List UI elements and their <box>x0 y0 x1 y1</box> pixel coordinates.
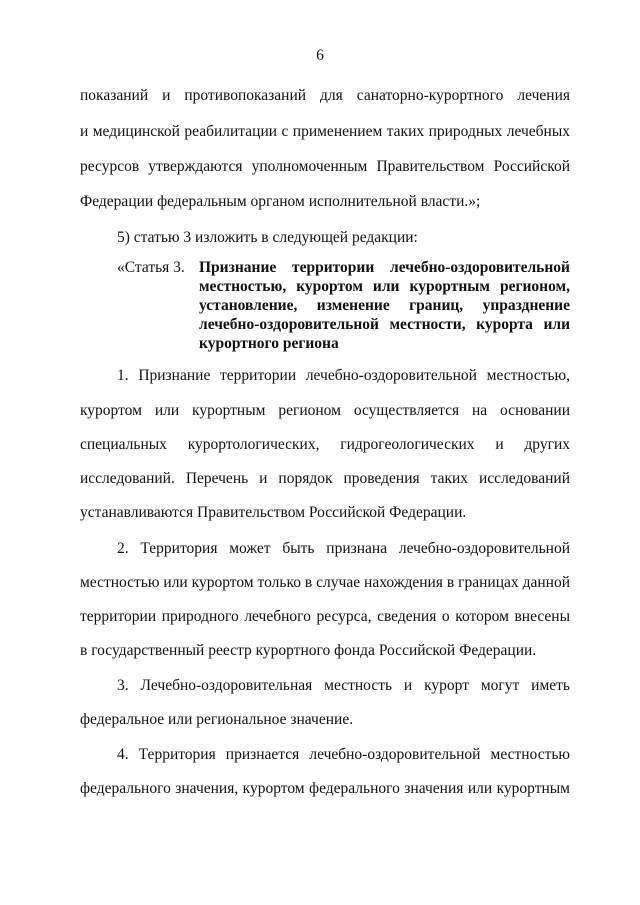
article-label: «Статья 3. <box>117 259 185 276</box>
paragraph-3-line: федеральное или региональное значение. <box>80 711 354 728</box>
paragraph-1-line: курортом или курортным регионом осуществляется на основании <box>80 402 570 419</box>
paragraph-1-line: специальных курортологических, гидрогеологических и других <box>80 436 570 453</box>
amendment-instruction: 5) статью 3 изложить в следующей редакции: <box>117 229 418 246</box>
article-heading-line: установление, изменение границ, упразднение <box>199 297 570 314</box>
paragraph-3-line: 3. Лечебно-оздоровительная местность и курорт могут иметь <box>117 677 570 694</box>
paragraph-2-line: территории природного лечебного ресурса, сведения о котором внесены <box>80 608 570 625</box>
article-heading-line: Признание территории лечебно-оздоровительной <box>199 259 570 276</box>
text-line: Федерации федеральным органом исполнительной власти.»; <box>80 193 481 210</box>
paragraph-1-line: исследований. Перечень и порядок проведения таких исследований <box>80 470 570 487</box>
paragraph-2-line: 2. Территория может быть признана лечебно-оздоровительной <box>117 540 570 557</box>
text-line: и медицинской реабилитации с применением таких природных лечебных <box>80 123 570 140</box>
text-line: показаний и противопоказаний для санаторно-курортного лечения <box>80 87 570 104</box>
page-number: 6 <box>316 47 324 64</box>
paragraph-1-line: 1. Признание территории лечебно-оздоровительной местностью, <box>117 367 570 384</box>
paragraph-1-line: устанавливаются Правительством Российской Федерации. <box>80 504 467 521</box>
paragraph-2-line: в государственный реестр курортного фонда Российской Федерации. <box>80 642 537 659</box>
paragraph-2-line: местностью или курортом только в случае нахождения в границах данной <box>80 574 570 591</box>
paragraph-4-line: федерального значения, курортом федерального значения или курортным <box>80 780 570 797</box>
text-line: ресурсов утверждаются уполномоченным Правительством Российской <box>80 158 570 175</box>
paragraph-4-line: 4. Территория признается лечебно-оздоровительной местностью <box>117 746 570 763</box>
article-heading-line: местностью, курортом или курортным регионом, <box>199 278 570 295</box>
article-heading-line: курортного региона <box>199 335 339 352</box>
article-heading-line: лечебно-оздоровительной местности, курорта или <box>199 316 570 333</box>
